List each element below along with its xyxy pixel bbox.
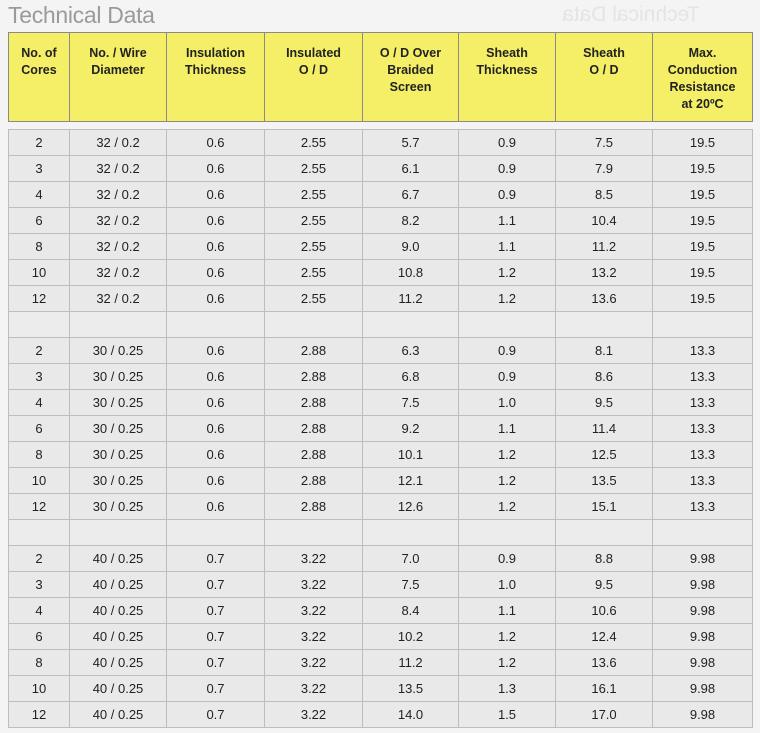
table-cell: 1.2: [459, 442, 556, 468]
empty-cell: [556, 312, 653, 338]
table-cell: 30 / 0.25: [70, 494, 167, 520]
table-cell: 6.7: [363, 182, 459, 208]
table-cell: 0.6: [167, 130, 265, 156]
table-row: [9, 624, 753, 650]
table-row: [9, 364, 753, 390]
table-cell: 32 / 0.2: [70, 286, 167, 312]
table-cell: 32 / 0.2: [70, 234, 167, 260]
technical-data-table: [8, 32, 753, 728]
table-cell: 0.7: [167, 598, 265, 624]
table-cell: 32 / 0.2: [70, 182, 167, 208]
table-cell: 1.2: [459, 260, 556, 286]
group-separator-row: [9, 312, 753, 338]
column-header-line: O / D Over: [379, 46, 442, 60]
table-cell: 2.88: [265, 494, 363, 520]
table-cell: 3.22: [265, 572, 363, 598]
table-row: [9, 468, 753, 494]
table-cell: 0.9: [459, 364, 556, 390]
table-cell: 9.2: [363, 416, 459, 442]
table-cell: 32 / 0.2: [70, 260, 167, 286]
table-cell: 13.3: [653, 442, 753, 468]
table-cell: 30 / 0.25: [70, 416, 167, 442]
empty-cell: [167, 520, 265, 546]
table-row: [9, 598, 753, 624]
table-cell: 13.5: [363, 676, 459, 702]
table-row: [9, 338, 753, 364]
table-cell: 12.4: [556, 624, 653, 650]
empty-cell: [265, 312, 363, 338]
table-cell: 30 / 0.25: [70, 468, 167, 494]
empty-cell: [556, 520, 653, 546]
table-cell: 12: [9, 494, 70, 520]
table-cell: 7.5: [556, 130, 653, 156]
table-cell: 0.6: [167, 208, 265, 234]
table-cell: 6: [9, 624, 70, 650]
show-through-title: Technical Data: [562, 3, 700, 26]
table-cell: 0.6: [167, 468, 265, 494]
column-header: [167, 33, 265, 122]
table-cell: 9.0: [363, 234, 459, 260]
table-cell: 2.55: [265, 182, 363, 208]
table-cell: 1.2: [459, 286, 556, 312]
spacer-cell: [653, 122, 753, 130]
table-cell: 3: [9, 572, 70, 598]
table-cell: 32 / 0.2: [70, 208, 167, 234]
table-cell: 19.5: [653, 234, 753, 260]
table-cell: 40 / 0.25: [70, 624, 167, 650]
column-header-line: Insulated: [286, 46, 341, 60]
table-cell: 8.4: [363, 598, 459, 624]
table-cell: 11.4: [556, 416, 653, 442]
table-cell: 10: [9, 260, 70, 286]
table-row: [9, 156, 753, 182]
spacer-cell: [9, 122, 70, 130]
table-cell: 0.6: [167, 260, 265, 286]
empty-cell: [653, 312, 753, 338]
table-cell: 0.6: [167, 390, 265, 416]
table-cell: 40 / 0.25: [70, 546, 167, 572]
table-cell: 6.8: [363, 364, 459, 390]
table-cell: 7.5: [363, 390, 459, 416]
table-cell: 1.2: [459, 624, 556, 650]
column-header: [653, 33, 753, 122]
table-row: [9, 572, 753, 598]
table-cell: 8.1: [556, 338, 653, 364]
table-cell: 8: [9, 442, 70, 468]
table-cell: 8: [9, 650, 70, 676]
table-cell: 40 / 0.25: [70, 702, 167, 728]
table-cell: 0.7: [167, 546, 265, 572]
table-row: [9, 208, 753, 234]
table-cell: 13.3: [653, 338, 753, 364]
column-header-line: Resistance: [669, 80, 736, 94]
table-cell: 13.3: [653, 468, 753, 494]
table-row: [9, 260, 753, 286]
table-row: [9, 130, 753, 156]
table-cell: 0.6: [167, 182, 265, 208]
table-cell: 6.1: [363, 156, 459, 182]
table-cell: 4: [9, 598, 70, 624]
table-cell: 12.1: [363, 468, 459, 494]
table-cell: 30 / 0.25: [70, 390, 167, 416]
table-cell: 1.2: [459, 494, 556, 520]
table-cell: 10.8: [363, 260, 459, 286]
table-cell: 19.5: [653, 182, 753, 208]
empty-cell: [70, 312, 167, 338]
spacer-cell: [363, 122, 459, 130]
table-cell: 8: [9, 234, 70, 260]
table-cell: 8.8: [556, 546, 653, 572]
empty-cell: [265, 520, 363, 546]
table-cell: 10: [9, 676, 70, 702]
empty-cell: [459, 520, 556, 546]
table-cell: 3.22: [265, 676, 363, 702]
table-cell: 0.9: [459, 156, 556, 182]
table-cell: 1.0: [459, 572, 556, 598]
table-cell: 7.0: [363, 546, 459, 572]
table-cell: 7.5: [363, 572, 459, 598]
column-header-line: No. / Wire: [89, 46, 147, 60]
table-cell: 14.0: [363, 702, 459, 728]
table-cell: 1.0: [459, 390, 556, 416]
table-cell: 2.55: [265, 260, 363, 286]
column-header-line: Max. Conduction: [667, 46, 738, 77]
table-cell: 12: [9, 702, 70, 728]
table-cell: 11.2: [556, 234, 653, 260]
table-cell: 3.22: [265, 650, 363, 676]
column-header-line: Sheath: [486, 46, 528, 60]
column-header: [70, 33, 167, 122]
column-header: [556, 33, 653, 122]
table-cell: 9.98: [653, 676, 753, 702]
table-cell: 10: [9, 468, 70, 494]
table-cell: 4: [9, 390, 70, 416]
table-cell: 2.88: [265, 364, 363, 390]
table-cell: 15.1: [556, 494, 653, 520]
table-cell: 0.9: [459, 130, 556, 156]
table-cell: 9.98: [653, 572, 753, 598]
table-cell: 30 / 0.25: [70, 442, 167, 468]
table-row: [9, 650, 753, 676]
table-cell: 3: [9, 156, 70, 182]
spacer-cell: [70, 122, 167, 130]
table-cell: 0.6: [167, 494, 265, 520]
table-cell: 19.5: [653, 286, 753, 312]
table-cell: 16.1: [556, 676, 653, 702]
table-cell: 0.6: [167, 416, 265, 442]
table-cell: 5.7: [363, 130, 459, 156]
table-cell: 13.6: [556, 286, 653, 312]
table-body: [9, 122, 753, 728]
table-cell: 13.6: [556, 650, 653, 676]
empty-cell: [9, 520, 70, 546]
table-cell: 0.7: [167, 650, 265, 676]
table-row: [9, 182, 753, 208]
table-cell: 0.6: [167, 442, 265, 468]
column-header: [9, 33, 70, 122]
column-header-line: Thickness: [476, 63, 538, 77]
column-header-line: Insulation: [185, 46, 246, 60]
table-cell: 17.0: [556, 702, 653, 728]
table-cell: 3.22: [265, 624, 363, 650]
table-row: [9, 390, 753, 416]
empty-cell: [70, 520, 167, 546]
table-cell: 32 / 0.2: [70, 130, 167, 156]
table-cell: 11.2: [363, 286, 459, 312]
column-header-line: O / D: [298, 63, 329, 77]
table-cell: 13.5: [556, 468, 653, 494]
spacer-cell: [265, 122, 363, 130]
table-cell: 2.88: [265, 442, 363, 468]
column-header-line: Screen: [389, 80, 432, 94]
table-cell: 0.6: [167, 156, 265, 182]
table-header: [9, 33, 753, 122]
table-cell: 4: [9, 182, 70, 208]
table-cell: 19.5: [653, 130, 753, 156]
table-cell: 13.3: [653, 390, 753, 416]
table-cell: 1.5: [459, 702, 556, 728]
table-cell: 0.6: [167, 286, 265, 312]
table-cell: 8.2: [363, 208, 459, 234]
spacer-cell: [167, 122, 265, 130]
table-cell: 2.55: [265, 286, 363, 312]
table-cell: 2.55: [265, 130, 363, 156]
table-cell: 2: [9, 546, 70, 572]
table-cell: 0.6: [167, 338, 265, 364]
column-header-line: Thickness: [184, 63, 247, 77]
table-cell: 40 / 0.25: [70, 650, 167, 676]
table-cell: 1.1: [459, 416, 556, 442]
table-cell: 30 / 0.25: [70, 364, 167, 390]
table-cell: 40 / 0.25: [70, 572, 167, 598]
table-cell: 3.22: [265, 702, 363, 728]
table-cell: 3.22: [265, 546, 363, 572]
table-cell: 10.6: [556, 598, 653, 624]
table-cell: 30 / 0.25: [70, 338, 167, 364]
table-cell: 2.88: [265, 468, 363, 494]
column-header-line: Sheath: [583, 46, 625, 60]
table-cell: 6.3: [363, 338, 459, 364]
table-cell: 9.98: [653, 546, 753, 572]
table-cell: 6: [9, 208, 70, 234]
table-cell: 1.1: [459, 234, 556, 260]
table-row: [9, 702, 753, 728]
table-row: [9, 546, 753, 572]
table-cell: 0.7: [167, 624, 265, 650]
spacer-cell: [556, 122, 653, 130]
table-cell: 1.1: [459, 208, 556, 234]
table-cell: 0.7: [167, 676, 265, 702]
empty-cell: [653, 520, 753, 546]
header-spacer-row: [9, 122, 753, 130]
table-cell: 6: [9, 416, 70, 442]
column-header: [265, 33, 363, 122]
table-cell: 1.1: [459, 598, 556, 624]
table-cell: 32 / 0.2: [70, 156, 167, 182]
table-row: [9, 442, 753, 468]
table-cell: 2.55: [265, 156, 363, 182]
table-cell: 0.6: [167, 364, 265, 390]
table-cell: 10.1: [363, 442, 459, 468]
table-cell: 13.3: [653, 364, 753, 390]
table-cell: 2.88: [265, 338, 363, 364]
table-cell: 2: [9, 130, 70, 156]
table-cell: 2.55: [265, 208, 363, 234]
table-cell: 1.2: [459, 650, 556, 676]
spacer-cell: [459, 122, 556, 130]
table-cell: 9.98: [653, 702, 753, 728]
table-cell: 9.98: [653, 650, 753, 676]
table-cell: 2: [9, 338, 70, 364]
table-cell: 2.88: [265, 390, 363, 416]
empty-cell: [459, 312, 556, 338]
column-header-line: O / D: [589, 63, 619, 77]
table-cell: 2.88: [265, 416, 363, 442]
table-cell: 13.3: [653, 494, 753, 520]
table-cell: 9.5: [556, 390, 653, 416]
table-cell: 13.3: [653, 416, 753, 442]
column-header: [363, 33, 459, 122]
empty-cell: [9, 312, 70, 338]
column-header-line: at 20ºC: [681, 97, 724, 111]
table-cell: 40 / 0.25: [70, 676, 167, 702]
table-cell: 11.2: [363, 650, 459, 676]
column-header-line: No. of: [21, 46, 57, 60]
table-cell: 9.98: [653, 624, 753, 650]
table-cell: 9.5: [556, 572, 653, 598]
table-cell: 3: [9, 364, 70, 390]
empty-cell: [363, 312, 459, 338]
table-row: [9, 234, 753, 260]
table-cell: 2.55: [265, 234, 363, 260]
table-cell: 8.5: [556, 182, 653, 208]
table-row: [9, 676, 753, 702]
table-cell: 3.22: [265, 598, 363, 624]
table-cell: 1.2: [459, 468, 556, 494]
table-cell: 10.4: [556, 208, 653, 234]
table-row: [9, 416, 753, 442]
empty-cell: [167, 312, 265, 338]
table-cell: 8.6: [556, 364, 653, 390]
table-cell: 0.9: [459, 338, 556, 364]
page-title: Technical Data: [8, 2, 155, 28]
empty-cell: [363, 520, 459, 546]
table-cell: 19.5: [653, 260, 753, 286]
table-cell: 0.7: [167, 572, 265, 598]
table-cell: 7.9: [556, 156, 653, 182]
table-cell: 0.6: [167, 234, 265, 260]
table-cell: 12.5: [556, 442, 653, 468]
table-cell: 0.7: [167, 702, 265, 728]
column-header-line: Braided: [387, 63, 434, 77]
table-cell: 19.5: [653, 208, 753, 234]
table-cell: 12.6: [363, 494, 459, 520]
table-cell: 0.9: [459, 546, 556, 572]
table-cell: 13.2: [556, 260, 653, 286]
table-cell: 9.98: [653, 598, 753, 624]
table-row: [9, 494, 753, 520]
table-cell: 40 / 0.25: [70, 598, 167, 624]
table-cell: 0.9: [459, 182, 556, 208]
table-cell: 10.2: [363, 624, 459, 650]
column-header-line: Diameter: [91, 63, 145, 77]
table-cell: 19.5: [653, 156, 753, 182]
group-separator-row: [9, 520, 753, 546]
table-row: [9, 286, 753, 312]
column-header: [459, 33, 556, 122]
table-cell: 1.3: [459, 676, 556, 702]
column-header-line: Cores: [21, 63, 57, 77]
header-row: [9, 33, 753, 122]
table-cell: 12: [9, 286, 70, 312]
